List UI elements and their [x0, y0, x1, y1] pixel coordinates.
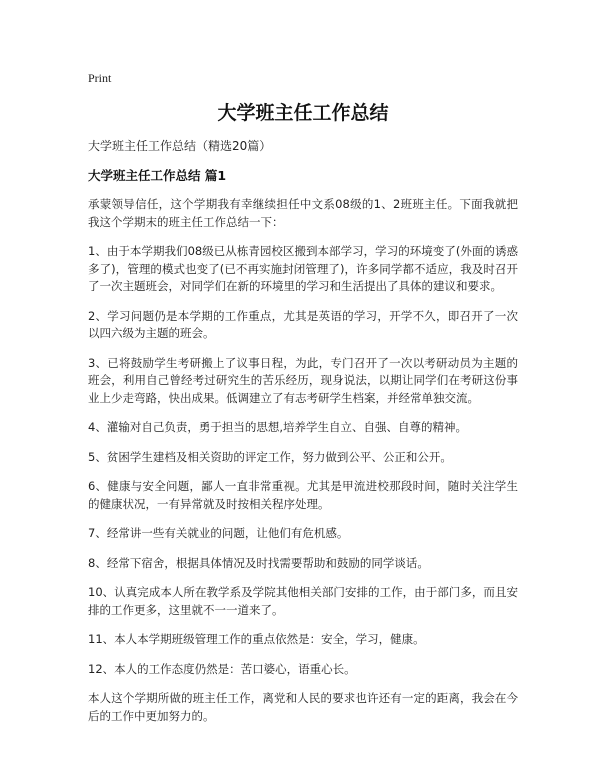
item-paragraph-12: 12、本人的工作态度仍然是：苦口婆心，语重心长。 — [88, 661, 356, 676]
item-paragraph-3: 3、已将鼓励学生考研搬上了议事日程，为此，专门召开了一次以考研动员为主题的班会，利用自己曾经考过研究生的苦乐经历，现身说法，以期让同学们在考研这份事业上少走弯路，快出成果。低调建立了有志考研学生档案，并经常单独交流。 — [88, 355, 518, 405]
item-paragraph-6: 6、健康与安全问题，鄙人一直非常重视。尤其是甲流进校那段时间，随时关注学生的健康状况，一有异常就及时按相关程序处理。 — [88, 479, 518, 511]
document-page — [88, 70, 518, 725]
item-paragraph-1: 1、由于本学期我们08级已从栋青园校区搬到本部学习，学习的环境变了(外面的诱惑多了)，管理的模式也变了(已不再实施封闭管理了)，许多同学都不适应，我及时召开了一次主题班会，对同学们在新的环境里的学习和生活提出了具体的建议和要求。 — [88, 244, 518, 293]
item-paragraph-10: 10、认真完成本人所在教学系及学院其他相关部门安排的工作，由于部门多，而且安排的工作更多，这里就不一一道来了。 — [88, 585, 518, 617]
document-subtitle: 大学班主任工作总结（精选20篇） — [88, 139, 272, 153]
item-paragraph-11: 11、本人本学期班级管理工作的重点依然是：安全，学习，健康。 — [88, 632, 425, 646]
page-title: 大学班主任工作总结 — [217, 102, 389, 124]
item-paragraph-2: 2、学习问题仍是本学期的工作重点，尤其是英语的学习，开学不久，即召开了一次以四六级为主题的班会。 — [88, 308, 518, 340]
item-paragraph-5: 5、贫困学生建档及相关资助的评定工作，努力做到公平、公正和公开。 — [88, 449, 452, 464]
closing-paragraph: 本人这个学期所做的班主任工作，离党和人民的要求也许还有一定的距离，我会在今后的工作中更加努力的。 — [88, 691, 518, 723]
section-heading: 大学班主任工作总结 篇1 — [88, 168, 227, 183]
item-paragraph-7: 7、经常讲一些有关就业的问题，让他们有危机感。 — [88, 526, 349, 540]
print-link[interactable]: Print — [88, 71, 112, 85]
intro-paragraph: 承蒙领导信任，这个学期我有幸继续担任中文系08级的1、2班班主任。下面我就把我这个学期末的班主任工作总结一下： — [88, 197, 518, 229]
item-paragraph-8: 8、经常下宿舍，根据具体情况及时找需要帮助和鼓励的同学谈话。 — [88, 555, 429, 570]
item-paragraph-4: 4、灌输对自己负责，勇于担当的思想,培养学生自立、自强、自尊的精神。 — [88, 420, 467, 434]
